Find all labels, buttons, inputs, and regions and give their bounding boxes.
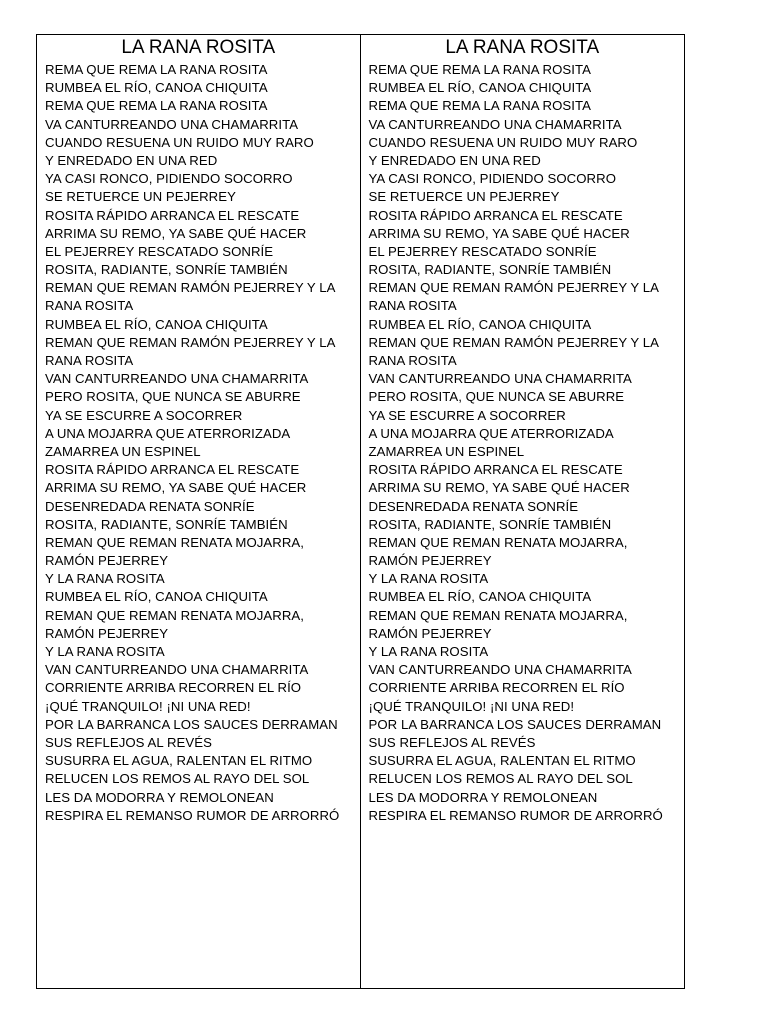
poem-line: RUMBEA EL RÍO, CANOA CHIQUITA: [45, 316, 268, 332]
poem-line: ARRIMA SU REMO, YA SABE QUÉ HACER: [368, 225, 630, 241]
poem-line: RESPIRA EL REMANSO RUMOR DE ARRORRÓ: [368, 807, 663, 823]
poem-line: ROSITA, RADIANTE, SONRÍE TAMBIÉN: [368, 516, 612, 532]
poem-line: RANA ROSITA: [45, 298, 134, 314]
poem-line: RUMBEA EL RÍO, CANOA CHIQUITA: [368, 80, 592, 96]
poem-line: YA CASI RONCO, PIDIENDO SOCORRO: [368, 171, 617, 187]
poem-line: Y LA RANA ROSITA: [45, 644, 165, 659]
poem-line: VAN CANTURREANDO UNA CHAMARRITA: [368, 662, 632, 678]
poem-line: Y LA RANA ROSITA: [368, 571, 489, 587]
poem-line: SUS REFLEJOS AL REVÉS: [45, 734, 212, 750]
poem-line: ROSITA, RADIANTE, SONRÍE TAMBIÉN: [368, 262, 612, 278]
poem-lines-right: [369, 61, 685, 825]
poem-line: POR LA BARRANCA LOS SAUCES DERRAMAN: [45, 716, 338, 732]
poem-line: YA SE ESCURRE A SOCORRER: [368, 407, 566, 423]
poem-line: CORRIENTE ARRIBA RECORREN EL RÍO: [368, 680, 625, 696]
poem-line: Y ENREDADO EN UNA RED: [45, 152, 218, 168]
poem-line: YA CASI RONCO, PIDIENDO SOCORRO: [45, 171, 293, 187]
poem-line: RAMÓN PEJERREY: [368, 553, 492, 569]
poem-line: RAMÓN PEJERREY: [45, 553, 169, 569]
poem-line: VA CANTURREANDO UNA CHAMARRITA: [368, 116, 622, 132]
poem-line: REMA QUE REMA LA RANA ROSITA: [45, 98, 268, 114]
poem-line: PERO ROSITA, QUE NUNCA SE ABURRE: [368, 389, 625, 405]
poem-line: LES DA MODORRA Y REMOLONEAN: [45, 789, 274, 805]
poem-line: DESENREDADA RENATA SONRÍE: [45, 498, 255, 514]
poem-line: ROSITA, RADIANTE, SONRÍE TAMBIÉN: [45, 516, 288, 532]
poem-line: RUMBEA EL RÍO, CANOA CHIQUITA: [45, 80, 268, 96]
poem-line: POR LA BARRANCA LOS SAUCES DERRAMAN: [368, 716, 662, 732]
poem-line: RAMÓN PEJERREY: [368, 625, 492, 641]
poem-line: ¡QUÉ TRANQUILO! ¡NI UNA RED!: [368, 698, 575, 714]
poem-line: PERO ROSITA, QUE NUNCA SE ABURRE: [45, 389, 301, 405]
poem-line: EL PEJERREY RESCATADO SONRÍE: [45, 243, 274, 259]
poem-line: Y ENREDADO EN UNA RED: [368, 152, 541, 168]
poem-line: RESPIRA EL REMANSO RUMOR DE ARRORRÓ: [45, 807, 340, 823]
poem-lines-left: [45, 61, 360, 825]
poem-line: RELUCEN LOS REMOS AL RAYO DEL SOL: [45, 771, 310, 787]
poem-line: Y LA RANA ROSITA: [368, 644, 489, 659]
poem-line: RANA ROSITA: [45, 353, 134, 368]
poem-line: Y LA RANA ROSITA: [45, 571, 165, 587]
poem-line: ARRIMA SU REMO, YA SABE QUÉ HACER: [45, 225, 307, 241]
poem-line: VA CANTURREANDO UNA CHAMARRITA: [45, 116, 299, 132]
poem-line: REMAN QUE REMAN RAMÓN PEJERREY Y LA: [368, 280, 659, 296]
poem-line: SUSURRA EL AGUA, RALENTAN EL RITMO: [45, 753, 313, 769]
poem-line: ROSITA RÁPIDO ARRANCA EL RESCATE: [368, 462, 623, 478]
poem-line: RAMÓN PEJERREY: [45, 625, 169, 641]
poem-line: SUSURRA EL AGUA, RALENTAN EL RITMO: [368, 753, 636, 769]
poem-line: REMAN QUE REMAN RENATA MOJARRA,: [45, 534, 304, 550]
poem-line: REMA QUE REMA LA RANA ROSITA: [368, 98, 591, 114]
poem-line: REMA QUE REMA LA RANA ROSITA: [45, 62, 268, 77]
poem-line: ZAMARREA UN ESPINEL: [368, 443, 525, 459]
poem-line: LES DA MODORRA Y REMOLONEAN: [368, 789, 598, 805]
poem-line: DESENREDADA RENATA SONRÍE: [368, 498, 579, 514]
poem-line: SE RETUERCE UN PEJERREY: [368, 189, 560, 205]
poem-title-left: LA RANA ROSITA: [121, 37, 276, 58]
poem-line: REMAN QUE REMAN RAMÓN PEJERREY Y LA: [368, 334, 659, 350]
poem-line: REMA QUE REMA LA RANA ROSITA: [368, 62, 591, 77]
poem-line: A UNA MOJARRA QUE ATERRORIZADA: [368, 425, 614, 441]
poem-line: A UNA MOJARRA QUE ATERRORIZADA: [45, 425, 291, 441]
poem-line: VAN CANTURREANDO UNA CHAMARRITA: [45, 371, 309, 387]
poem-line: ARRIMA SU REMO, YA SABE QUÉ HACER: [45, 480, 307, 496]
poem-line: YA SE ESCURRE A SOCORRER: [45, 407, 243, 423]
poem-line: ARRIMA SU REMO, YA SABE QUÉ HACER: [368, 480, 630, 496]
poem-line: ROSITA, RADIANTE, SONRÍE TAMBIÉN: [45, 262, 288, 278]
poem-line: VAN CANTURREANDO UNA CHAMARRITA: [368, 371, 632, 387]
poem-line: ZAMARREA UN ESPINEL: [45, 443, 201, 459]
poem-column-left: [37, 35, 361, 988]
poem-line: EL PEJERREY RESCATADO SONRÍE: [368, 243, 597, 259]
poem-line: RUMBEA EL RÍO, CANOA CHIQUITA: [368, 589, 592, 605]
poem-line: ROSITA RÁPIDO ARRANCA EL RESCATE: [368, 207, 623, 223]
poem-line: CUANDO RESUENA UN RUIDO MUY RARO: [45, 134, 314, 150]
poem-line: RUMBEA EL RÍO, CANOA CHIQUITA: [45, 589, 268, 605]
poem-line: REMAN QUE REMAN RENATA MOJARRA,: [45, 607, 304, 623]
poem-line: CUANDO RESUENA UN RUIDO MUY RARO: [368, 134, 638, 150]
poem-line: REMAN QUE REMAN RENATA MOJARRA,: [368, 534, 628, 550]
poem-line: RELUCEN LOS REMOS AL RAYO DEL SOL: [368, 771, 633, 787]
poem-line: REMAN QUE REMAN RENATA MOJARRA,: [368, 607, 628, 623]
poem-line: ROSITA RÁPIDO ARRANCA EL RESCATE: [45, 462, 300, 478]
poem-line: RUMBEA EL RÍO, CANOA CHIQUITA: [368, 316, 592, 332]
poem-line: VAN CANTURREANDO UNA CHAMARRITA: [45, 662, 309, 678]
poem-line: ¡QUÉ TRANQUILO! ¡NI UNA RED!: [45, 698, 251, 714]
poem-line: SE RETUERCE UN PEJERREY: [45, 189, 236, 205]
poem-line: SUS REFLEJOS AL REVÉS: [368, 734, 536, 750]
poem-column-right: [361, 35, 685, 988]
poem-line: REMAN QUE REMAN RAMÓN PEJERREY Y LA: [45, 334, 336, 350]
poem-title-right: LA RANA ROSITA: [445, 37, 600, 58]
poem-line: RANA ROSITA: [368, 298, 457, 314]
poem-line: ROSITA RÁPIDO ARRANCA EL RESCATE: [45, 207, 300, 223]
document-sheet: [36, 34, 685, 989]
poem-line: RANA ROSITA: [368, 353, 457, 368]
poem-line: REMAN QUE REMAN RAMÓN PEJERREY Y LA: [45, 280, 336, 296]
poem-line: CORRIENTE ARRIBA RECORREN EL RÍO: [45, 680, 302, 696]
